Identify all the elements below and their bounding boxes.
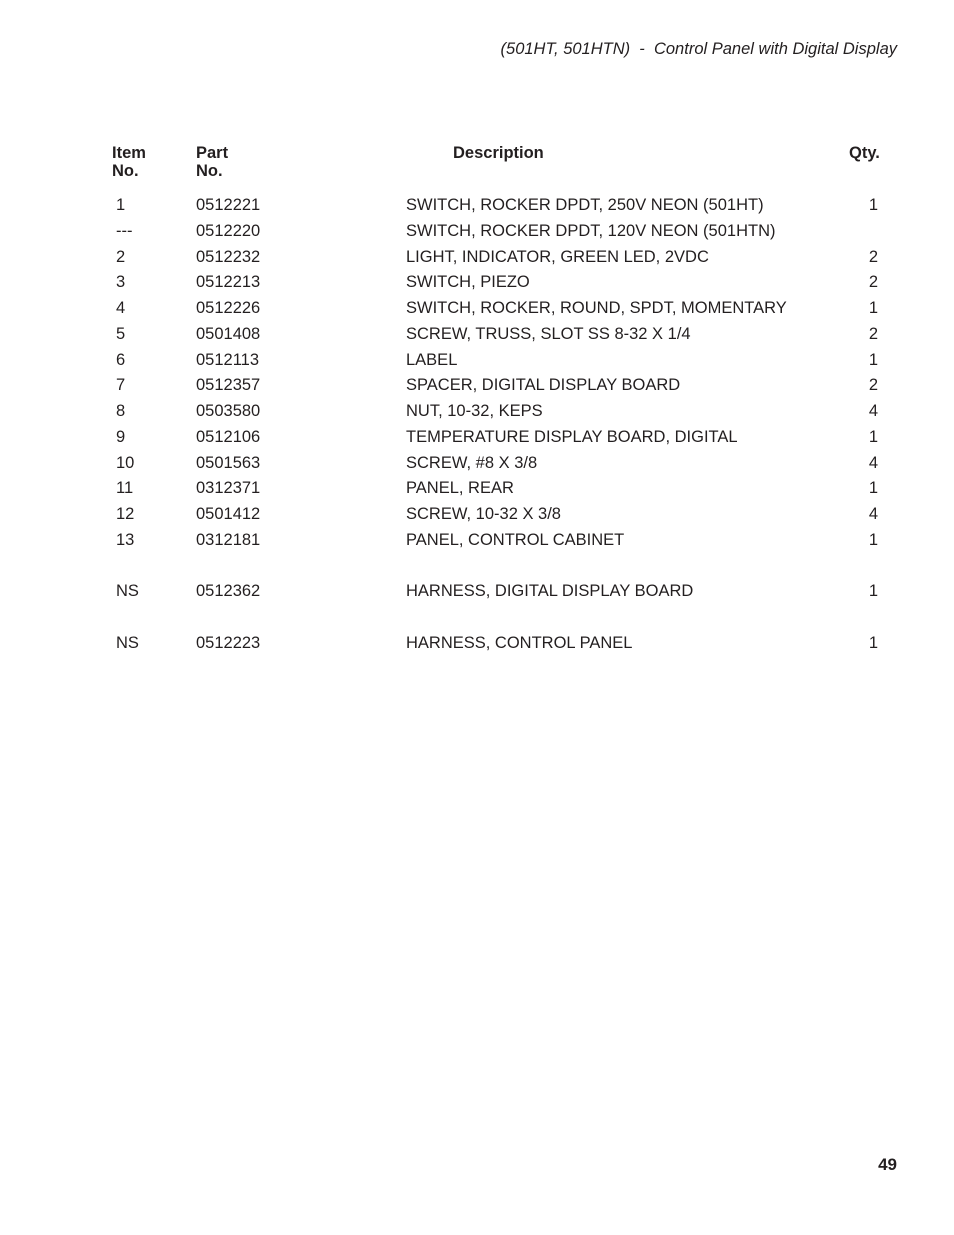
part-description: SWITCH, ROCKER, ROUND, SPDT, MOMENTARY	[406, 299, 787, 317]
part-quantity: 2	[868, 273, 878, 292]
table-row	[0, 528, 954, 554]
part-description: TEMPERATURE DISPLAY BOARD, DIGITAL	[406, 427, 738, 446]
item-number: 2	[116, 247, 126, 266]
page-number: 49	[878, 1155, 897, 1174]
part-quantity: 1	[868, 299, 878, 317]
part-description: SCREW, 10-32 X 3/8	[406, 505, 561, 523]
item-number: 3	[116, 273, 126, 292]
part-number: 0512106	[196, 427, 261, 446]
table-row	[0, 631, 954, 657]
item-number: 9	[116, 427, 126, 446]
part-number: 0512221	[196, 196, 261, 214]
parts-table	[0, 193, 954, 657]
part-description: SPACER, DIGITAL DISPLAY BOARD	[406, 376, 681, 395]
table-row	[0, 399, 954, 425]
table-row	[0, 245, 954, 271]
part-description: SWITCH, PIEZO	[406, 273, 530, 292]
table-row	[0, 579, 954, 605]
part-description: NUT, 10-32, KEPS	[406, 402, 543, 420]
part-number: 0312371	[196, 479, 261, 498]
part-quantity: 2	[868, 376, 878, 395]
part-quantity: 1	[868, 633, 878, 652]
part-quantity: 1	[868, 582, 878, 601]
item-number: 13	[116, 530, 135, 549]
item-number: 4	[116, 299, 126, 317]
table-row	[0, 270, 954, 296]
item-number: 12	[116, 505, 135, 523]
item-number: 5	[116, 324, 126, 343]
table-row	[0, 348, 954, 374]
part-quantity: 2	[868, 247, 878, 266]
part-number: 0501412	[196, 505, 261, 523]
item-number: 6	[116, 350, 126, 369]
table-row	[0, 373, 954, 399]
column-header-qty: Qty.	[849, 144, 880, 162]
part-description: SCREW, #8 X 3/8	[406, 453, 538, 472]
part-quantity: 1	[868, 530, 878, 549]
column-header-item-no	[112, 144, 146, 180]
part-number: 0501408	[196, 324, 261, 343]
part-number: 0512232	[196, 247, 261, 266]
table-row	[0, 476, 954, 502]
part-number: 0312181	[196, 530, 261, 549]
table-row	[0, 296, 954, 322]
column-header-part-line2: No.	[196, 162, 223, 180]
part-description: SWITCH, ROCKER DPDT, 250V NEON (501HT)	[406, 196, 764, 214]
item-number: 7	[116, 376, 126, 395]
item-number: ---	[116, 221, 133, 240]
part-description: HARNESS, CONTROL PANEL	[406, 633, 633, 652]
part-number: 0512223	[196, 633, 261, 652]
column-header-part-no	[196, 144, 228, 180]
table-row	[0, 451, 954, 477]
part-number: 0512226	[196, 299, 261, 317]
table-row	[0, 425, 954, 451]
part-description: PANEL, REAR	[406, 479, 514, 498]
part-quantity: 1	[868, 196, 878, 214]
part-number: 0512357	[196, 376, 261, 395]
item-number: 8	[116, 402, 126, 420]
part-number: 0503580	[196, 402, 261, 420]
part-description: PANEL, CONTROL CABINET	[406, 530, 625, 549]
part-number: 0512113	[196, 350, 260, 369]
part-quantity: 4	[868, 402, 878, 420]
column-header-item-line2: No.	[112, 162, 139, 180]
column-header-item-line1: Item	[112, 144, 146, 162]
part-quantity: 1	[868, 427, 878, 446]
column-header-description: Description	[453, 144, 544, 162]
part-description: LABEL	[406, 350, 458, 369]
part-quantity: 4	[868, 453, 878, 472]
table-row	[0, 322, 954, 348]
item-number: 11	[116, 479, 134, 498]
part-number: 0512220	[196, 221, 261, 240]
part-description: SCREW, TRUSS, SLOT SS 8-32 X 1/4	[406, 324, 691, 343]
part-description: SWITCH, ROCKER DPDT, 120V NEON (501HTN)	[406, 221, 776, 240]
item-number: NS	[116, 633, 139, 652]
part-quantity: 2	[868, 324, 878, 343]
item-number: 1	[116, 196, 126, 214]
table-row	[0, 193, 954, 219]
page-header-title: (501HT, 501HTN) - Control Panel with Digital Display	[500, 40, 897, 58]
part-description: HARNESS, DIGITAL DISPLAY BOARD	[406, 582, 694, 601]
item-number: NS	[116, 582, 139, 601]
part-number: 0512213	[196, 273, 261, 292]
part-number: 0501563	[196, 453, 261, 472]
column-header-part-line1: Part	[196, 144, 229, 162]
item-number: 10	[116, 453, 135, 472]
table-row	[0, 219, 954, 245]
part-description: LIGHT, INDICATOR, GREEN LED, 2VDC	[406, 247, 709, 266]
table-row	[0, 502, 954, 528]
part-quantity: 1	[868, 479, 878, 498]
part-quantity: 4	[868, 505, 878, 523]
part-quantity: 1	[868, 350, 878, 369]
part-number: 0512362	[196, 582, 261, 601]
